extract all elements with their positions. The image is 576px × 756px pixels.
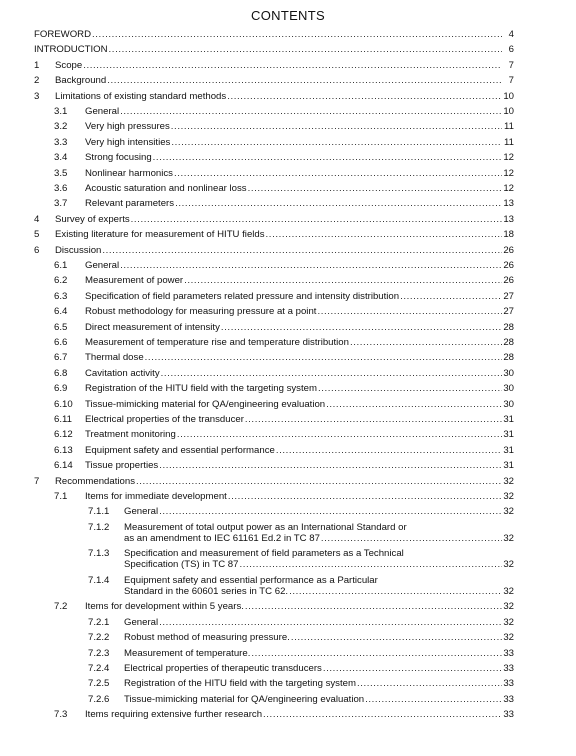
toc-entry-page: 33 <box>503 709 514 721</box>
toc-entry-page: 32 <box>503 506 514 518</box>
dot-leader <box>221 322 502 333</box>
toc-entry-number: 3.1 <box>54 106 68 117</box>
toc-entry-title: Measurement of temperature. <box>124 647 251 659</box>
toc-entry-title: Very high intensities <box>85 136 171 148</box>
dot-leader <box>161 368 502 379</box>
toc-entry-title: FOREWORD <box>34 29 92 40</box>
dot-leader <box>228 491 502 502</box>
toc-entry-page: 27 <box>503 290 514 302</box>
dot-leader <box>120 106 502 117</box>
toc-entry-number: 7.1 <box>54 491 68 502</box>
toc-entry-title: General <box>124 616 159 628</box>
toc-entry-title: Treatment monitoring <box>85 429 176 441</box>
toc-entry-title: Scope <box>55 59 83 71</box>
toc-entry-number: 6 <box>34 244 40 256</box>
toc-entry-page: 26 <box>503 275 514 287</box>
toc-entry-title: Very high pressures <box>85 121 170 133</box>
toc-entry-page: 12 <box>503 152 514 164</box>
dot-leader <box>276 445 502 456</box>
toc-entry-title: Acoustic saturation and nonlinear loss <box>85 183 247 194</box>
toc-entry-number: 3.6 <box>54 183 68 194</box>
dot-leader <box>159 460 502 471</box>
toc-entry-title: Registration of the HITU field with the targeting system <box>85 383 317 395</box>
toc-entry-number: 7 <box>34 475 40 487</box>
toc-entry-number: 6.6 <box>54 337 68 348</box>
toc-entry-number: 7.2.5 <box>88 678 110 690</box>
toc-entry-page: 32 <box>503 585 514 597</box>
toc-entry-title-continued: as an amendment to IEC 61161 Ed.2 in TC 87 <box>124 532 320 544</box>
toc-entry-page: 13 <box>503 213 514 225</box>
dot-leader <box>245 414 502 425</box>
toc-entry-page: 6 <box>508 44 514 56</box>
toc-entry-title: Items requiring extensive further research <box>85 709 263 721</box>
toc-entry-title: INTRODUCTION <box>34 44 108 56</box>
toc-entry-page: 32 <box>503 601 514 613</box>
dot-leader <box>350 337 502 348</box>
toc-entry-number: 7.1.3 <box>88 548 110 560</box>
toc-entry-title: Tissue-mimicking material for QA/engineering evaluation <box>85 398 326 410</box>
toc-entry-title: General <box>85 106 120 117</box>
toc-entry-title: Survey of experts <box>55 213 130 225</box>
toc-entry-number: 6.4 <box>54 306 68 318</box>
toc-entry-number: 7.1.4 <box>88 574 110 586</box>
toc-entry-page: 11 <box>504 121 514 133</box>
toc-entry-number: 7.2.3 <box>88 647 110 659</box>
dot-leader <box>266 229 502 240</box>
dot-leader <box>248 183 502 194</box>
toc-entry-title-continued: Specification (TS) in TC 87 <box>124 559 239 571</box>
toc-entry-title: Robust method of measuring pressure. <box>124 632 290 644</box>
toc-entry-page: 7 <box>508 75 514 87</box>
toc-entry-page: 32 <box>503 475 514 487</box>
toc-entry-page: 31 <box>503 444 514 456</box>
toc-entry-title: Items for development within 5 years. <box>85 601 244 613</box>
dot-leader <box>184 275 502 286</box>
toc-entry-title: Specification of field parameters related pressure and intensity distribution <box>85 290 400 302</box>
dot-leader <box>251 648 502 659</box>
toc-entry-title: Tissue-mimicking material for QA/engineering evaluation <box>124 693 365 705</box>
toc-entry-page: 31 <box>503 414 514 425</box>
toc-entry-page: 33 <box>503 693 514 705</box>
dot-leader <box>245 601 502 612</box>
toc-entry-number: 6.1 <box>54 260 68 271</box>
dot-leader <box>326 399 502 410</box>
toc-entry-page: 28 <box>503 352 514 364</box>
toc-entry-number: 7.1.1 <box>88 506 110 518</box>
toc-entry-page: 26 <box>503 244 514 256</box>
toc-entry-title: Equipment safety and essential performance as a Particular <box>124 574 378 586</box>
toc-entry-number: 5 <box>34 229 40 241</box>
toc-entry-page: 30 <box>503 398 514 410</box>
dot-leader <box>171 121 502 132</box>
toc-entry-page: 33 <box>503 662 514 674</box>
toc-entry-title: Existing literature for measurement of HITU fields <box>55 229 265 241</box>
toc-entry-number: 6.8 <box>54 367 68 379</box>
toc-entry-page: 13 <box>503 198 514 210</box>
toc-entry-number: 6.9 <box>54 383 68 395</box>
toc-entry-number: 1 <box>34 59 40 71</box>
toc-entry-title: General <box>124 506 159 518</box>
toc-entry-number: 6.5 <box>54 321 68 333</box>
dot-leader <box>175 198 502 209</box>
toc-entry-number: 3.5 <box>54 167 68 179</box>
toc-entry-page: 31 <box>503 429 514 441</box>
toc-entry-number: 3.3 <box>54 136 68 148</box>
toc-entry-page: 7 <box>508 59 514 71</box>
dot-leader <box>321 533 502 544</box>
toc-entry-page: 10 <box>503 106 514 117</box>
toc-entry-page: 33 <box>503 647 514 659</box>
dot-leader <box>92 29 502 40</box>
toc-entry-page: 30 <box>503 367 514 379</box>
toc-entry-number: 2 <box>34 75 40 87</box>
dot-leader <box>357 678 502 689</box>
toc-entry-number: 7.3 <box>54 709 68 721</box>
toc-entry-title: Measurement of total output power as an International Standard or <box>124 521 407 533</box>
toc-entry-page: 32 <box>503 616 514 628</box>
dot-leader <box>102 245 502 256</box>
toc-entry-title: Cavitation activity <box>85 367 160 379</box>
toc-entry-page: 18 <box>503 229 514 241</box>
toc-entry-number: 6.2 <box>54 275 68 287</box>
toc-entry-number: 7.2.6 <box>88 693 110 705</box>
dot-leader <box>171 137 502 148</box>
toc-entry-title: Recommendations <box>55 475 135 487</box>
toc-entry-page: 4 <box>508 29 514 40</box>
toc-entry-title: General <box>85 260 120 271</box>
dot-leader <box>323 663 502 674</box>
toc-entry-title: Limitations of existing standard methods <box>55 90 227 102</box>
toc-entry-number: 3.7 <box>54 198 68 210</box>
toc-entry-number: 3.4 <box>54 152 68 164</box>
toc-entry-number: 3.2 <box>54 121 68 133</box>
toc-entry-page: 28 <box>503 337 514 348</box>
toc-entry-title: Nonlinear harmonics <box>85 167 173 179</box>
dot-leader <box>159 617 502 628</box>
toc-entry-title: Background <box>55 75 107 87</box>
toc-entry-page: 32 <box>503 632 514 644</box>
dot-leader <box>317 306 502 317</box>
dot-leader <box>291 632 502 643</box>
toc-entry-number: 6.14 <box>54 460 73 472</box>
contents-title: CONTENTS <box>251 8 325 23</box>
toc-entry-number: 6.13 <box>54 444 73 456</box>
toc-entry-number: 3 <box>34 90 40 102</box>
dot-leader <box>107 75 502 86</box>
toc-entry-title: Items for immediate development <box>85 491 227 502</box>
toc-entry-number: 6.3 <box>54 290 68 302</box>
toc-entry-title: Thermal dose <box>85 352 144 364</box>
toc-entry-title: Relevant parameters <box>85 198 175 210</box>
toc-entry-title: Equipment safety and essential performance <box>85 444 275 456</box>
dot-leader <box>131 214 502 225</box>
toc-entry-page: 28 <box>503 321 514 333</box>
toc-entry-title: Electrical properties of therapeutic transducers <box>124 662 322 674</box>
toc-entry-number: 6.7 <box>54 352 68 364</box>
dot-leader <box>289 586 502 597</box>
toc-entry-title: Measurement of temperature rise and temperature distribution <box>85 337 349 348</box>
toc-entry-page: 26 <box>503 260 514 271</box>
dot-leader <box>136 476 502 487</box>
toc-entry-page: 32 <box>503 559 514 571</box>
toc-entry-title: Electrical properties of the transducer <box>85 414 244 425</box>
toc-entry-number: 7.2 <box>54 601 68 613</box>
dot-leader <box>318 383 502 394</box>
toc-entry-title: Measurement of power <box>85 275 184 287</box>
toc-entry-title: Tissue properties <box>85 460 159 472</box>
dot-leader <box>177 429 502 440</box>
dot-leader <box>109 44 502 55</box>
toc-entry-page: 30 <box>503 383 514 395</box>
toc-entry-title: Robust methodology for measuring pressure at a point <box>85 306 317 318</box>
dot-leader <box>153 152 502 163</box>
toc-entry-number: 7.1.2 <box>88 521 110 533</box>
toc-entry-title: Strong focusing <box>85 152 152 164</box>
toc-entry-page: 11 <box>504 136 514 148</box>
dot-leader <box>174 168 502 179</box>
dot-leader <box>263 709 502 720</box>
dot-leader <box>120 260 502 271</box>
toc-entry-page: 31 <box>503 460 514 472</box>
toc-entry-title: Discussion <box>55 244 102 256</box>
toc-entry-number: 6.11 <box>54 414 72 425</box>
toc-entry-page: 32 <box>503 532 514 544</box>
dot-leader <box>83 60 502 71</box>
toc-entry-number: 4 <box>34 213 40 225</box>
dot-leader <box>227 91 502 102</box>
dot-leader <box>239 559 502 570</box>
dot-leader <box>400 291 502 302</box>
dot-leader <box>145 352 502 363</box>
toc-entry-number: 6.10 <box>54 398 73 410</box>
dot-leader <box>365 694 502 705</box>
toc-entry-page: 10 <box>503 90 514 102</box>
toc-entry-title: Registration of the HITU field with the targeting system <box>124 678 356 690</box>
toc-entry-page: 33 <box>503 678 514 690</box>
toc-entry-title: Specification and measurement of field parameters as a Technical <box>124 548 404 560</box>
toc-entry-title: Direct measurement of intensity <box>85 321 220 333</box>
toc-entry-number: 7.2.1 <box>88 616 110 628</box>
toc-entry-number: 7.2.2 <box>88 632 110 644</box>
toc-entry-page: 12 <box>503 167 514 179</box>
toc-entry-title-continued: Standard in the 60601 series in TC 62. <box>124 585 289 597</box>
dot-leader <box>159 506 502 517</box>
toc-entry-number: 6.12 <box>54 429 73 441</box>
toc-entry-page: 27 <box>503 306 514 318</box>
toc-entry-page: 12 <box>503 183 514 194</box>
toc-entry-page: 32 <box>503 491 514 502</box>
toc-entry-number: 7.2.4 <box>88 662 110 674</box>
